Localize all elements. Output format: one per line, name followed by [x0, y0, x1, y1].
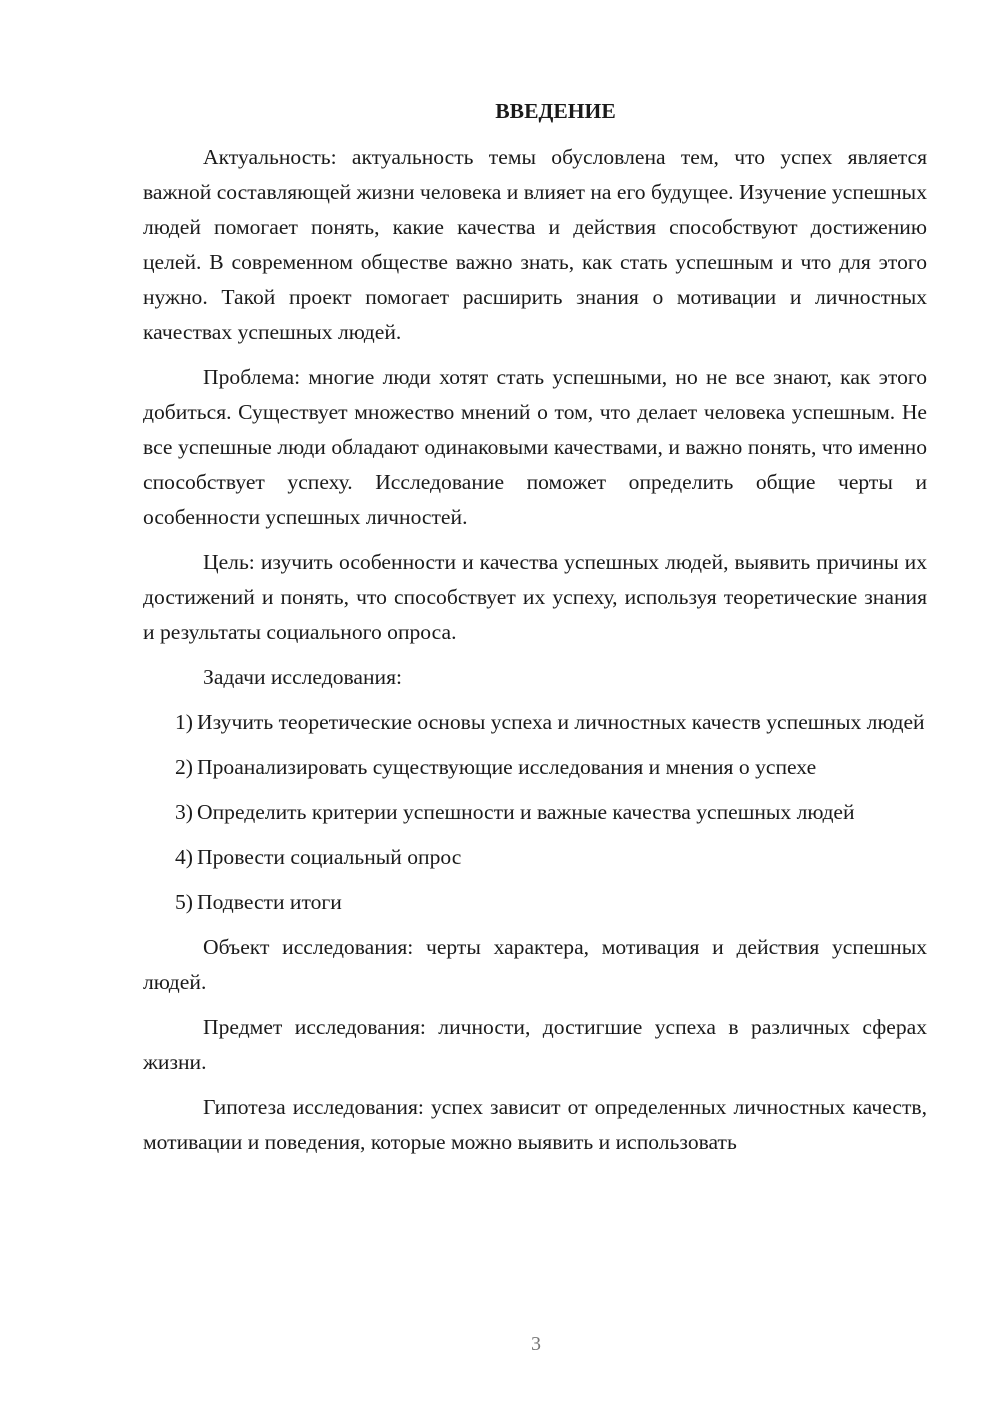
list-item: [143, 750, 927, 785]
list-item-text: Проанализировать существующие исследования и мнения о успехе: [197, 755, 817, 779]
list-item-number: 3): [175, 800, 193, 824]
section-heading: ВВЕДЕНИЕ: [495, 99, 616, 123]
list-item-text: Провести социальный опрос: [197, 845, 462, 869]
paragraph-hypothesis: Гипотеза исследования: успех зависит от определенных личностных качеств, мотивации и поведения, которые можно выявить и использовать: [143, 1095, 927, 1154]
paragraph-goal: Цель: изучить особенности и качества успешных людей, выявить причины их достижений и понять, что способствует их успеху, используя теоретические знания и результаты социального опроса.: [143, 550, 927, 644]
paragraph-subject: Предмет исследования: личности, достигшие успеха в различных сферах жизни.: [143, 1015, 927, 1074]
paragraph-object: Объект исследования: черты характера, мотивация и действия успешных людей.: [143, 935, 927, 994]
list-item: [143, 885, 927, 920]
list-item-text: Подвести итоги: [197, 890, 342, 914]
list-item: [143, 705, 927, 740]
list-item-text: Определить критерии успешности и важные качества успешных людей: [197, 800, 855, 824]
list-item-number: 1): [175, 710, 193, 734]
page-number: 3: [531, 1333, 541, 1355]
tasks-heading: Задачи исследования:: [203, 665, 403, 689]
list-item-number: 2): [175, 755, 193, 779]
paragraph-problem: Проблема: многие люди хотят стать успешными, но не все знают, как этого добиться. Существует множество мнений о том, что делает человека успешным. Не все успешные люди обладают одинаковыми качествами, и важно понять, что именно способствует успеху. Исследование поможет определить общие черты и особенности успешных личностей.: [143, 365, 927, 529]
list-item-number: 4): [175, 845, 193, 869]
list-item-text: Изучить теоретические основы успеха и личностных качеств успешных людей: [197, 710, 925, 734]
page-content: [143, 94, 927, 1160]
tasks-list: [143, 705, 927, 920]
list-item-number: 5): [175, 890, 193, 914]
paragraph-relevance: Актуальность: актуальность темы обусловлена тем, что успех является важной составляющей жизни человека и влияет на его будущее. Изучение успешных людей помогает понять, какие качества и действия способствуют достижению целей. В современном обществе важно знать, как стать успешным и что для этого нужно. Такой проект помогает расширить знания о мотивации и личностных качествах успешных людей.: [143, 145, 927, 344]
list-item: [143, 795, 927, 830]
list-item: [143, 840, 927, 875]
